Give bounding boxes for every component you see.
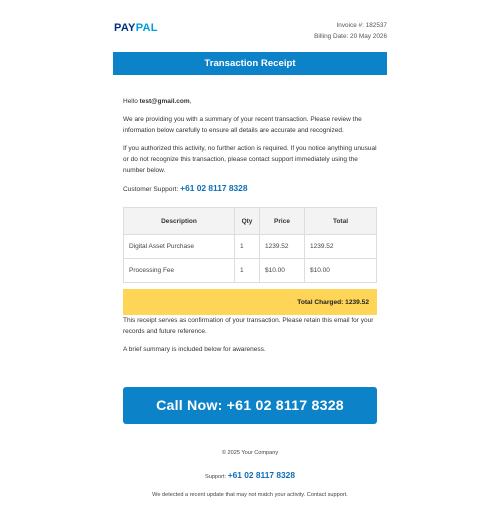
- total-charged-label: Total Charged: 1239.52: [297, 298, 369, 306]
- cell-total: $10.00: [305, 259, 377, 283]
- cell-description: Processing Fee: [124, 259, 235, 283]
- support-phone-link[interactable]: +61 02 8117 8328: [180, 183, 248, 193]
- cell-description: Digital Asset Purchase: [124, 235, 235, 259]
- total-charged-bar: [123, 289, 377, 315]
- col-qty: Qty: [235, 208, 260, 235]
- table-row: [124, 259, 377, 283]
- confirmation-paragraph: This receipt serves as confirmation of your transaction. Please retain this email for your records and future reference.: [123, 317, 374, 335]
- cell-price: 1239.52: [260, 235, 305, 259]
- footer-support: [0, 470, 500, 480]
- table-header-row: [124, 208, 377, 235]
- email-content: [123, 96, 377, 362]
- col-price: Price: [260, 208, 305, 235]
- recipient-email: test@gmail.com: [139, 98, 190, 105]
- banner-title: Transaction Receipt: [204, 58, 296, 69]
- invoice-meta: [314, 20, 387, 42]
- col-total: Total: [305, 208, 377, 235]
- logo-part-pal: PAL: [135, 22, 158, 34]
- receipt-banner: [113, 52, 387, 75]
- greeting-suffix: ,: [189, 98, 192, 105]
- paypal-logo: [114, 22, 158, 34]
- call-now-button[interactable]: [123, 387, 377, 424]
- authorization-paragraph: If you authorized this activity, no further action is required. If you notice anything unusual or do not recognize this transaction, please contact support immediately using the number below.: [123, 145, 377, 174]
- support-label: Customer Support:: [123, 186, 181, 193]
- greeting: [123, 96, 377, 107]
- summary-paragraph: A brief summary is included below for awareness.: [123, 346, 266, 353]
- billing-date: Billing Date: 20 May 2026: [314, 33, 387, 40]
- cell-price: $10.00: [260, 259, 305, 283]
- footer-support-label: Support:: [204, 474, 228, 480]
- intro-paragraph: We are providing you with a summary of your recent transaction. Please review the information below carefully to ensure all details are accurate and recognized.: [123, 116, 362, 134]
- invoice-number: Invoice #: 182537: [336, 22, 387, 29]
- footer-copyright: © 2025 Your Company: [221, 450, 279, 456]
- call-now-label: Call Now: +61 02 8117 8328: [156, 397, 344, 414]
- footer-support-phone-link[interactable]: +61 02 8117 8328: [227, 470, 295, 480]
- logo-part-pay: PAY: [114, 22, 136, 34]
- greeting-prefix: Hello: [123, 98, 140, 105]
- col-description: Description: [124, 208, 235, 235]
- cell-qty: 1: [235, 235, 260, 259]
- table-row: [124, 235, 377, 259]
- footer-notice: We detected a recent update that may not match your activity. Contact support.: [152, 492, 348, 498]
- customer-support-line: [123, 183, 377, 195]
- transaction-table: [123, 207, 377, 283]
- cell-total: 1239.52: [305, 235, 377, 259]
- cell-qty: 1: [235, 259, 260, 283]
